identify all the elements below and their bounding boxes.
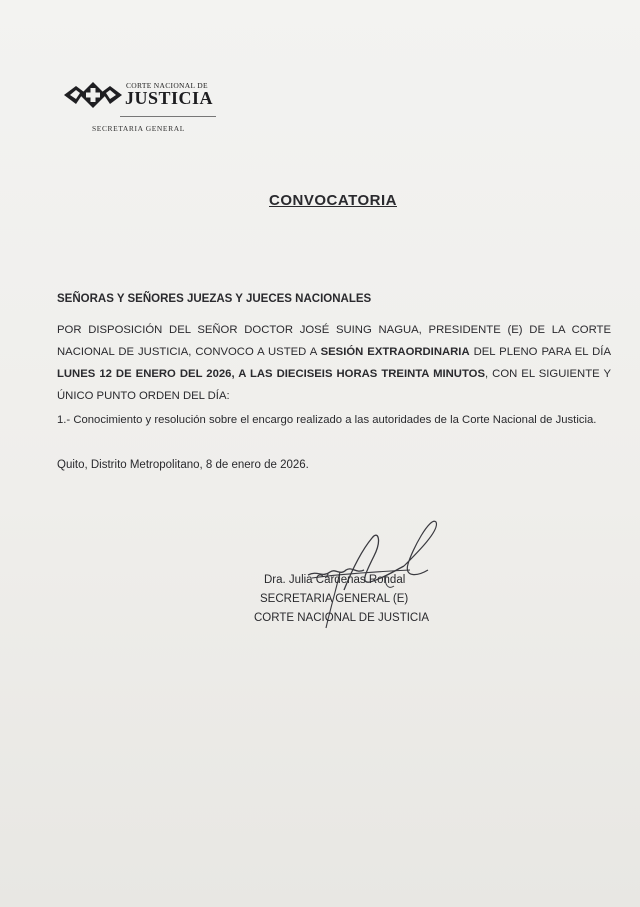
court-emblem-icon <box>62 80 124 110</box>
institution-name-big: JUSTICIA <box>125 88 214 108</box>
addressee: SEÑORAS Y SEÑORES JUEZAS Y JUECES NACIONALES <box>57 293 372 305</box>
signatory-role: SECRETARIA GENERAL (E) <box>260 593 409 605</box>
department-name: SECRETARIA GENERAL <box>92 124 185 133</box>
session-type: SESIÓN EXTRAORDINARIA <box>320 346 470 358</box>
document-title: CONVOCATORIA <box>269 192 397 209</box>
agenda-item: 1.- Conocimiento y resolución sobre el encargo realizado a las autoridades de la Corte Nacional de Justicia. <box>57 414 597 426</box>
signatory-name: Dra. Julia Cárdenas Rondal <box>264 574 406 586</box>
signature-block <box>254 571 444 628</box>
convocation-paragraph <box>57 319 611 407</box>
session-date-time: LUNES 12 DE ENERO DEL 2026, A LAS DIECISEIS HORAS TREINTA MINUTOS <box>57 368 485 380</box>
institution-name-small: CORTE NACIONAL DE <box>126 81 208 90</box>
signatory-institution: CORTE NACIONAL DE JUSTICIA <box>254 612 430 624</box>
place-and-date: Quito, Distrito Metropolitano, 8 de enero de 2026. <box>57 459 309 471</box>
header-divider <box>120 116 216 117</box>
body-text: , CON EL SIGUIENTE Y ÚNICO PUNTO ORDEN DEL DÍA: <box>57 368 612 402</box>
body-text: POR DISPOSICIÓN DEL SEÑOR DOCTOR JOSÉ SUING NAGUA, PRESIDENTE (E) DE LA CORTE NACIONAL DE JUSTICIA, CONVOCO A USTED A <box>57 324 611 358</box>
body-text: DEL PLENO PARA EL DÍA <box>469 346 611 358</box>
